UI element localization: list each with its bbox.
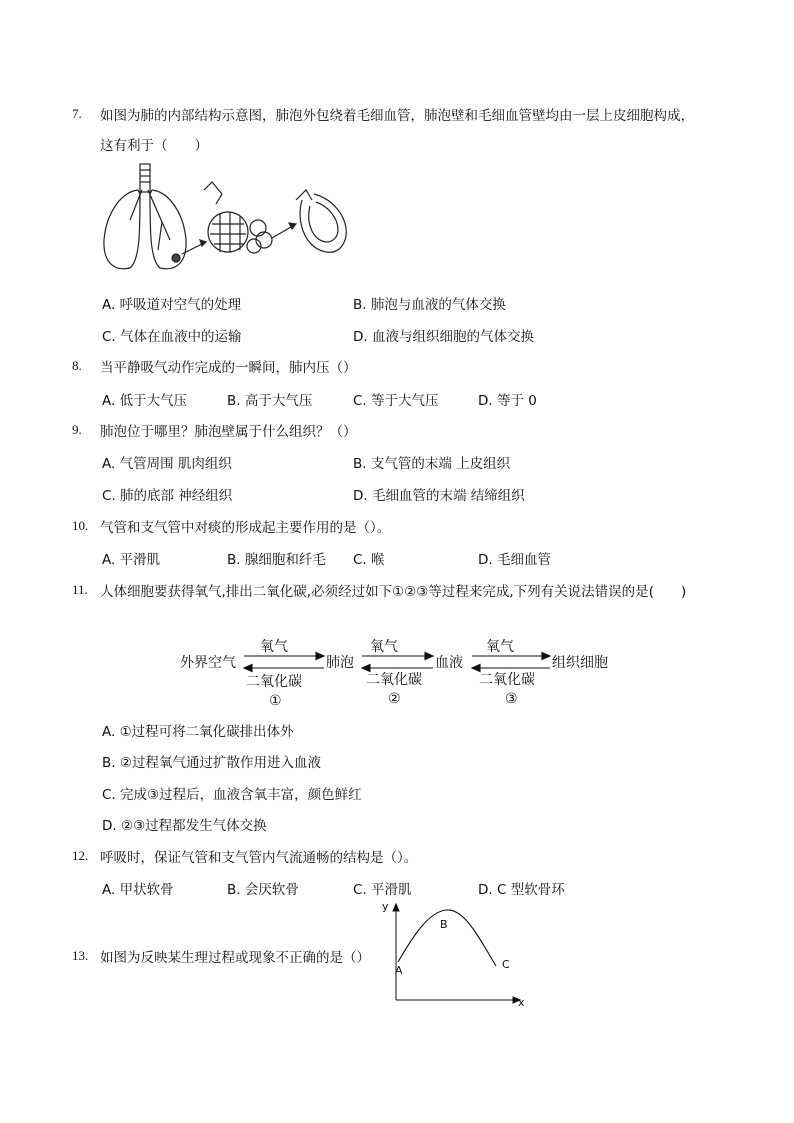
q10-stem: 气管和支气管中对痰的形成起主要作用的是（）。 — [100, 520, 391, 536]
arrow1-top-label: 氧气 — [260, 639, 288, 655]
process-mark-2: ② — [388, 691, 401, 707]
q7-stem-line2: 这有利于（ ） — [100, 138, 208, 154]
q11-stem: 人体细胞要获得氧气,排出二氧化碳,必须经过如下①②③等过程来完成,下列有关说法错误的是( ) — [100, 584, 687, 600]
point-c-label: C — [502, 958, 510, 971]
node-alveoli: 肺泡 — [326, 655, 354, 671]
q10-option-d[interactable]: D. 毛细血管 — [478, 552, 551, 568]
arrow2-top-label: 氧气 — [370, 639, 398, 655]
x-axis-label: x — [518, 996, 525, 1009]
q11-option-a[interactable]: A. ①过程可将二氧化碳排出体外 — [102, 724, 294, 740]
q8-number: 8. — [72, 358, 82, 373]
q11-option-b[interactable]: B. ②过程氧气通过扩散作用进入血液 — [102, 755, 321, 771]
y-axis-arrow — [393, 904, 399, 911]
q11-option-d[interactable]: D. ②③过程都发生气体交换 — [102, 818, 267, 834]
point-a-label: A — [395, 964, 403, 977]
arrow3-top-label: 氧气 — [486, 639, 514, 655]
process-mark-3: ③ — [505, 691, 518, 707]
node-outside-air: 外界空气 — [180, 655, 236, 671]
q13-stem: 如图为反映某生理过程或现象不正确的是（） — [100, 950, 370, 966]
q8-option-a[interactable]: A. 低于大气压 — [102, 393, 188, 409]
q7-stem-line1: 如图为肺的内部结构示意图，肺泡外包绕着毛细血管，肺泡壁和毛细血管壁均由一层上皮细胞构成， — [100, 108, 694, 124]
q10-option-b[interactable]: B. 腺细胞和纤毛 — [227, 552, 326, 568]
q12-number: 12. — [72, 848, 89, 863]
q8-option-d[interactable]: D. 等于 0 — [478, 393, 537, 409]
q9-stem: 肺泡位于哪里？肺泡壁属于什么组织？（） — [100, 424, 357, 440]
q9-option-b[interactable]: B. 支气管的末端 上皮组织 — [353, 456, 511, 472]
q9-number: 9. — [72, 422, 82, 437]
q7-option-d[interactable]: D. 血液与组织细胞的气体交换 — [353, 329, 534, 345]
q9-option-d[interactable]: D. 毛细血管的末端 结缔组织 — [353, 488, 525, 504]
q10-option-c[interactable]: C. 喉 — [353, 552, 385, 568]
node-tissue-cells: 组织细胞 — [552, 655, 608, 671]
q7-option-b[interactable]: B. 肺泡与血液的气体交换 — [353, 297, 506, 313]
q7-option-a[interactable]: A. 呼吸道对空气的处理 — [102, 297, 242, 313]
q11-option-c[interactable]: C. 完成③过程后，血液含氧丰富，颜色鲜红 — [102, 787, 362, 803]
point-b-label: B — [440, 918, 448, 931]
q13-number: 13. — [72, 948, 89, 963]
q8-stem: 当平静吸气动作完成的一瞬间，肺内压（） — [100, 360, 357, 376]
gas-exchange-diagram — [176, 632, 636, 710]
q12-option-d[interactable]: D. C 型软骨环 — [478, 882, 565, 898]
q9-option-a[interactable]: A. 气管周围 肌肉组织 — [102, 456, 232, 472]
q12-option-b[interactable]: B. 会厌软骨 — [227, 882, 299, 898]
q8-option-c[interactable]: C. 等于大气压 — [353, 393, 439, 409]
node-blood: 血液 — [435, 655, 463, 671]
q7-option-c[interactable]: C. 气体在血液中的运输 — [102, 329, 242, 345]
q10-number: 10. — [72, 518, 89, 533]
q12-option-a[interactable]: A. 甲状软骨 — [102, 882, 174, 898]
q7-number: 7. — [72, 106, 82, 121]
q9-option-c[interactable]: C. 肺的底部 神经组织 — [102, 488, 233, 504]
process-mark-1: ① — [269, 693, 282, 709]
lung-structure-figure — [100, 160, 360, 280]
q12-stem: 呼吸时，保证气管和支气管内气流通畅的结构是（）。 — [100, 850, 418, 866]
arrow3-bottom-label: 二氧化碳 — [479, 672, 535, 688]
arrow1-bottom-label: 二氧化碳 — [246, 674, 302, 690]
y-axis-label: y — [382, 900, 389, 913]
q8-option-b[interactable]: B. 高于大气压 — [227, 393, 313, 409]
q11-number: 11. — [72, 582, 88, 597]
q10-option-a[interactable]: A. 平滑肌 — [102, 552, 161, 568]
q13-curve-graph — [372, 898, 532, 1010]
q12-option-c[interactable]: C. 平滑肌 — [353, 882, 412, 898]
arrow2-bottom-label: 二氧化碳 — [366, 672, 422, 688]
